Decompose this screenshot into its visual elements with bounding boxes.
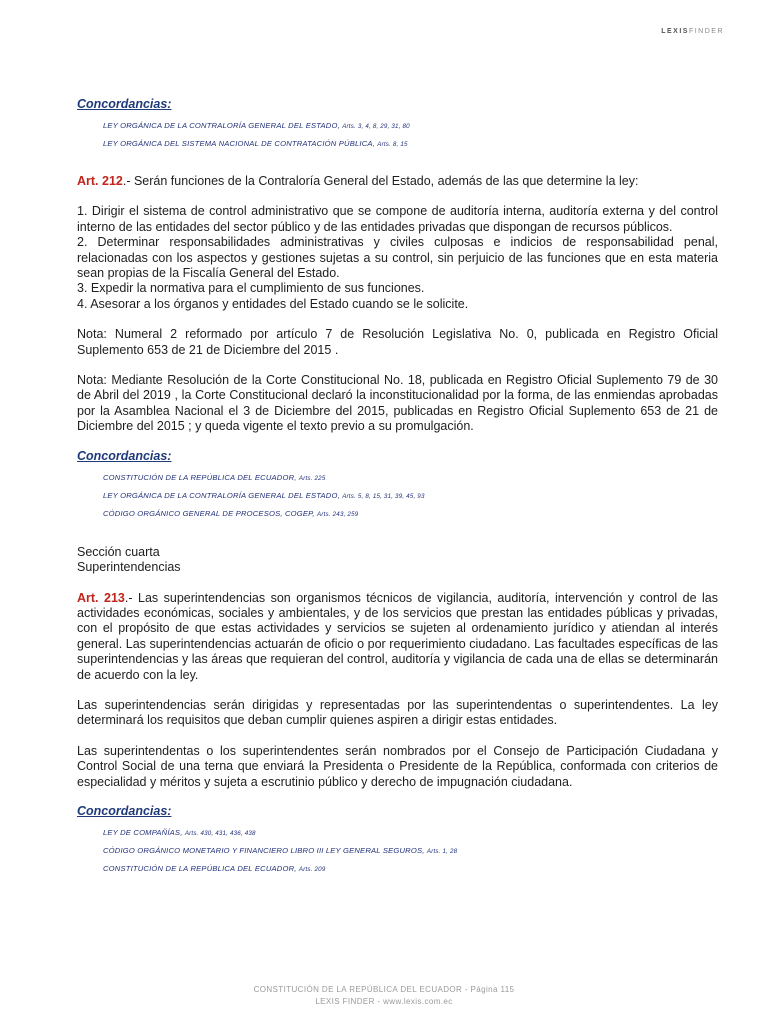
- footer-line-2: LEXIS FINDER - www.lexis.com.ec: [315, 997, 453, 1006]
- section-title: Superintendencias: [77, 560, 181, 575]
- footer-line-1: CONSTITUCIÓN DE LA REPÚBLICA DEL ECUADOR - Página 115: [253, 985, 515, 994]
- article-number: Art. 212: [77, 174, 123, 188]
- article-213-p1: Art. 213.- Las superintendencias son organismos técnicos de vigilancia, auditoría, intervención y control de las actividades económicas, sociales y ambientales, y de los servicios que prestan las entidades públicas y privadas, con el propósito de que estas actividades y servicios se sujeten al ordenamiento jurídico y atiendan al interés general. Las superintendencias actuarán de oficio o por requerimiento ciudadano. Las facultades específicas de las superintendencias y las áreas que requieran del control, auditoría y vigilancia de cada una de ellas se determinarán de acuerdo con la ley.: [77, 590, 719, 682]
- concordancia-item[interactable]: CONSTITUCIÓN DE LA REPÚBLICA DEL ECUADOR, Arts. 209: [103, 863, 326, 873]
- concordancia-item[interactable]: LEY ORGÁNICA DEL SISTEMA NACIONAL DE CONTRATACIÓN PÚBLICA, Arts. 8, 15: [103, 139, 408, 148]
- article-note: Nota: Numeral 2 reformado por artículo 7 de Resolución Legislativa No. 0, publicada en Registro Oficial Suplemento 653 de 21 de Diciembre del 2015 .: [77, 327, 718, 357]
- article-213-p3: Las superintendentas o los superintendentes serán nombrados por el Consejo de Participación Ciudadana y Control Social de una terna que enviará la Presidenta o Presidente de la República, conformada con criterios de especialidad y méritos y sujeta a escrutinio público y derecho de impugnación ciudadana.: [77, 743, 718, 789]
- concordancias-block: [77, 804, 718, 878]
- brand-finder: FINDER: [688, 28, 724, 35]
- page-footer: [0, 984, 768, 1008]
- concordancias-list: [103, 824, 718, 878]
- article-item: 1. Dirigir el sistema de control administrativo que se compone de auditoría interna, auditoría externa y del control interno de las entidades del sector público y de las entidades privadas que dispongan de recursos públicos.: [77, 204, 718, 234]
- concordancias-title: Concordancias:: [77, 448, 172, 463]
- article-item: 2. Determinar responsabilidades administrativas y civiles culposas e indicios de responsabilidad penal, relacionadas con los aspectos y gestiones sujetas a su control, sin perjuicio de las funciones que en esta materia sean propias de la Fiscalía General del Estado.: [77, 235, 718, 281]
- article-213-p2: Las superintendencias serán dirigidas y representadas por las superintendentas o superintendentes. La ley determinará los requisitos que deban cumplir quienes aspiren a dirigir estas entidades.: [77, 697, 718, 728]
- concordancia-item[interactable]: CÓDIGO ORGÁNICO MONETARIO Y FINANCIERO LIBRO III LEY GENERAL SEGUROS, Arts. 1, 28: [103, 845, 458, 855]
- concordancia-item[interactable]: CONSTITUCIÓN DE LA REPÚBLICA DEL ECUADOR, Arts. 225: [103, 472, 326, 482]
- concordancias-title: Concordancias:: [77, 803, 172, 818]
- concordancia-item[interactable]: LEY ORGÁNICA DE LA CONTRALORÍA GENERAL DEL ESTADO, Arts. 5, 8, 15, 31, 39, 45, 93: [103, 490, 425, 500]
- concordancias-block: [77, 449, 718, 523]
- concordancias-block: [77, 97, 718, 153]
- concordancia-item[interactable]: LEY ORGÁNICA DE LA CONTRALORÍA GENERAL DEL ESTADO, Arts. 3, 4, 8, 29, 31, 80: [103, 121, 410, 130]
- section-number: Sección cuarta: [77, 544, 160, 559]
- header-brand: [661, 28, 724, 35]
- document-body: [77, 97, 718, 878]
- concordancias-title: Concordancias:: [77, 97, 172, 111]
- concordancia-item[interactable]: CÓDIGO ORGÁNICO GENERAL DE PROCESOS, COGEP, Arts. 243, 259: [103, 508, 359, 518]
- article-note: Nota: Mediante Resolución de la Corte Constitucional No. 18, publicada en Registro Oficial Suplemento 79 de 30 de Abril del 2019 , la Corte Constitucional declaró la inconstitucionalidad por la forma, de las enmiendas aprobadas por la Asamblea Nacional el 3 de Diciembre del 2015, publicadas en Registro Oficial Suplemento 653 de 21 de Diciembre del 2015 ; y queda vigente el texto previo a su promulgación.: [77, 373, 718, 434]
- article-item: 3. Expedir la normativa para el cumplimiento de sus funciones.: [77, 281, 425, 296]
- article-number: Art. 213: [77, 590, 125, 605]
- article-item: 4. Asesorar a los órganos y entidades del Estado cuando se le solicite.: [77, 296, 469, 311]
- brand-lexis: LEXIS: [661, 28, 689, 35]
- concordancias-list: [103, 117, 718, 153]
- concordancias-list: [103, 469, 718, 523]
- article-212-intro: Art. 212.- Serán funciones de la Contraloría General del Estado, además de las que determine la ley:: [77, 174, 639, 188]
- concordancia-item[interactable]: LEY DE COMPAÑÍAS, Arts. 430, 431, 436, 438: [103, 827, 256, 837]
